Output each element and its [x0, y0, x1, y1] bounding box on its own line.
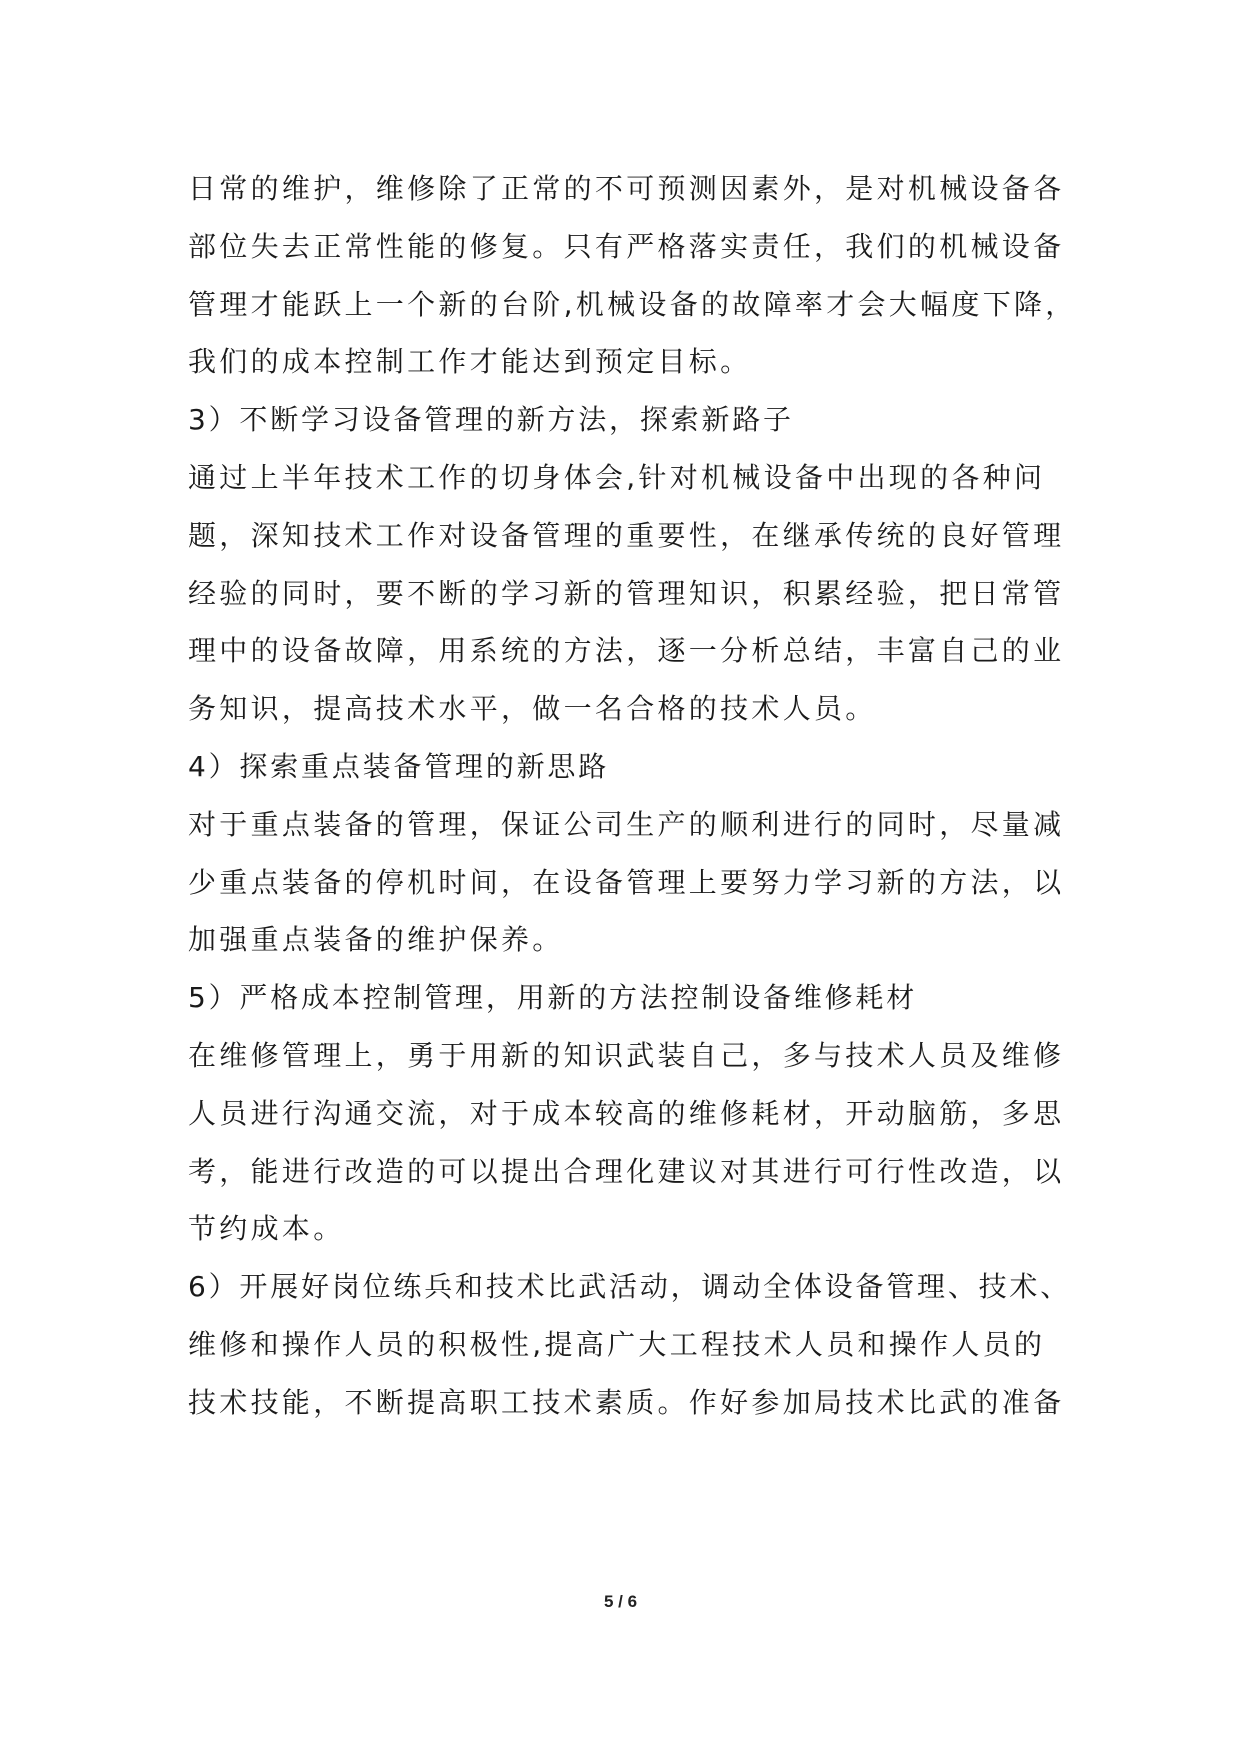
section-heading-line: 5）严格成本控制管理，用新的方法控制设备维修耗材: [188, 981, 918, 1015]
paragraph-line: 加强重点装备的维护保养。: [188, 923, 564, 957]
paragraph-line: 理中的设备故障，用系统的方法，逐一分析总结，丰富自己的业: [188, 634, 1065, 668]
paragraph-line: 通过上半年技术工作的切身体会,针对机械设备中出现的各种问: [188, 460, 1046, 494]
paragraph-line: 考，能进行改造的可以提出合理化建议对其进行可行性改造，以: [188, 1154, 1065, 1188]
paragraph-line: 节约成本。: [188, 1212, 345, 1246]
paragraph-line: 在维修管理上，勇于用新的知识武装自己，多与技术人员及维修: [188, 1038, 1065, 1072]
paragraph-line: 日常的维护，维修除了正常的不可预测因素外，是对机械设备各: [188, 172, 1065, 205]
paragraph-line: 经验的同时，要不断的学习新的管理知识，积累经验，把日常管: [188, 576, 1065, 610]
paragraph-line: 维修和操作人员的积极性,提高广大工程技术人员和操作人员的: [188, 1327, 1046, 1361]
paragraph-line: 少重点装备的停机时间，在设备管理上要努力学习新的方法，以: [188, 865, 1065, 899]
paragraph-line: 技术技能，不断提高职工技术素质。作好参加局技术比武的准备: [188, 1385, 1065, 1419]
paragraph-line: 人员进行沟通交流，对于成本较高的维修耗材，开动脑筋，多思: [188, 1096, 1065, 1130]
paragraph-line: 我们的成本控制工作才能达到预定目标。: [188, 345, 752, 379]
page-body: [188, 160, 1088, 1432]
paragraph-line: 题，深知技术工作对设备管理的重要性，在继承传统的良好管理: [188, 518, 1065, 552]
paragraph-line: 部位失去正常性能的修复。只有严格落实责任，我们的机械设备: [188, 229, 1065, 263]
section-heading-line: 6）开展好岗位练兵和技术比武活动，调动全体设备管理、技术、: [188, 1270, 1072, 1304]
paragraph-line: 管理才能跃上一个新的台阶,机械设备的故障率才会大幅度下降，: [188, 287, 1077, 321]
section-heading-line: 3）不断学习设备管理的新方法，探索新路子: [188, 403, 794, 437]
section-heading-line: 4）探索重点装备管理的新思路: [188, 749, 610, 783]
paragraph-line: 对于重点装备的管理，保证公司生产的顺利进行的同时，尽量减: [188, 807, 1065, 841]
page-number: 5 / 6: [603, 1592, 638, 1611]
paragraph-line: 务知识，提高技术水平，做一名合格的技术人员。: [188, 692, 877, 726]
